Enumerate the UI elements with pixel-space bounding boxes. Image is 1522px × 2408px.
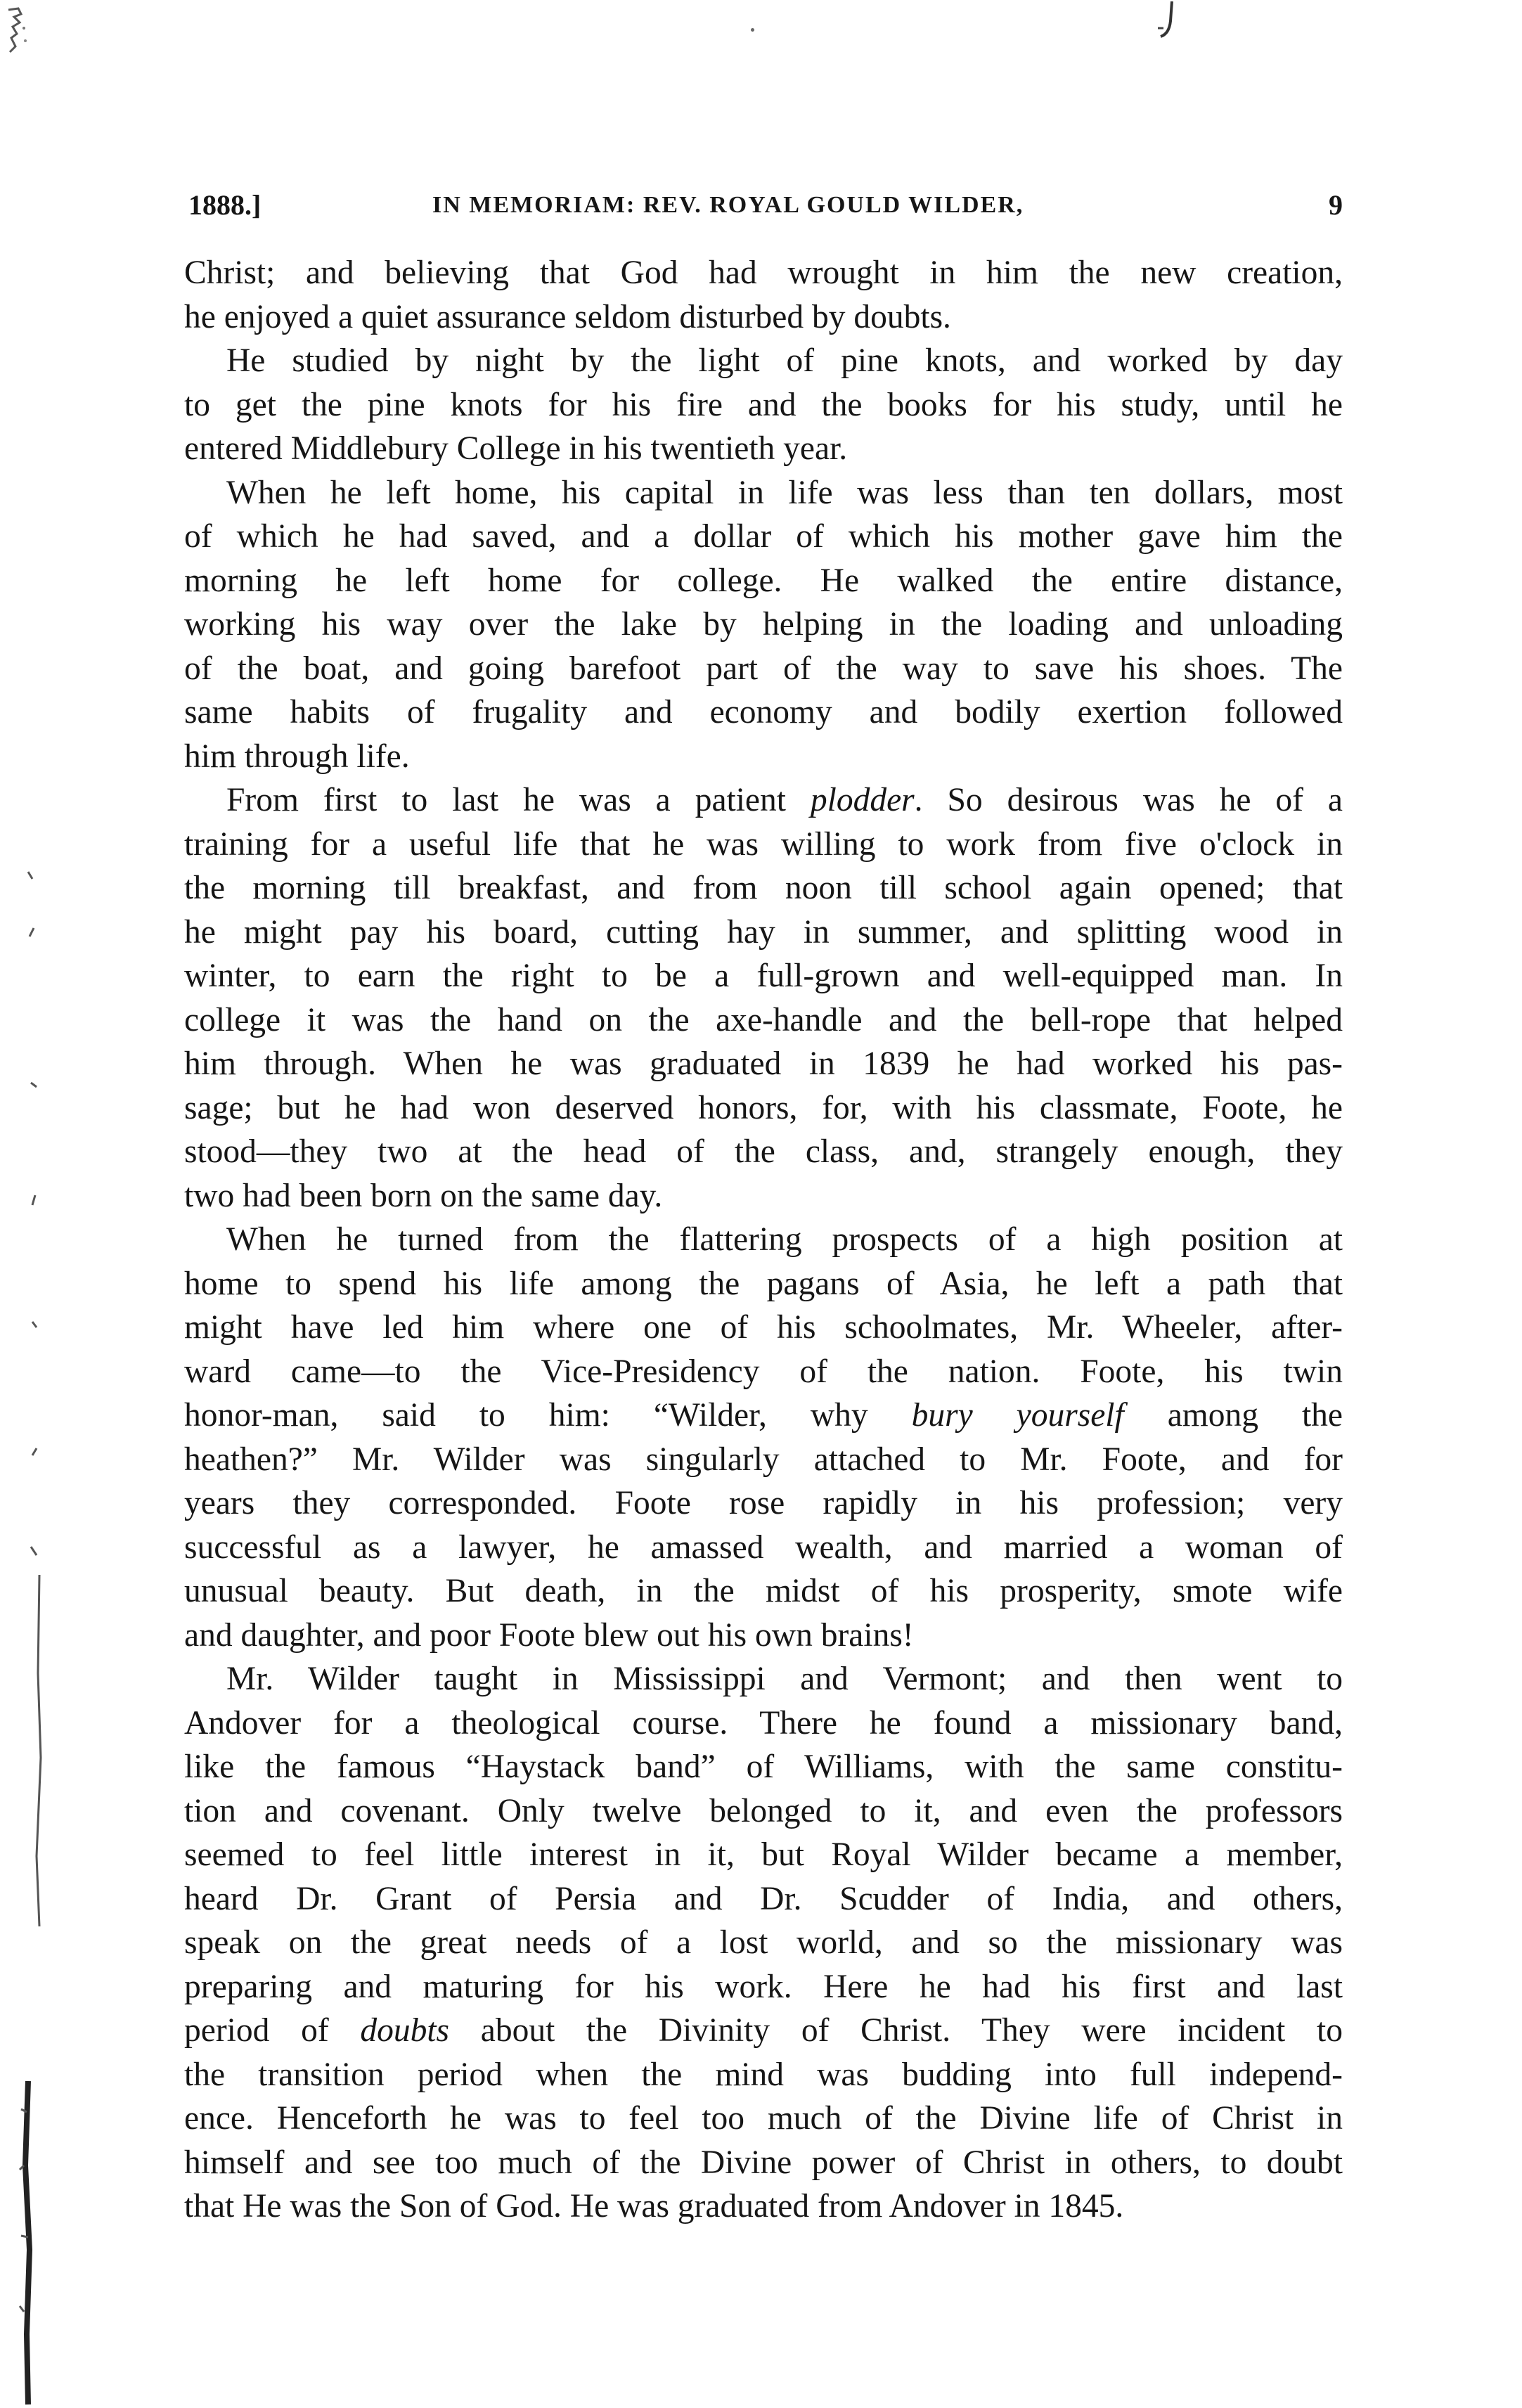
text-line: might have led him where one of his schoolmates, Mr. Wheeler, after- xyxy=(184,1309,1343,1346)
scan-smudge-icon xyxy=(6,7,32,56)
text-line: he enjoyed a quiet assurance seldom disturbed by doubts. xyxy=(184,298,951,335)
text-line: the transition period when the mind was budding into full independ- xyxy=(184,2056,1343,2093)
text-line: period of doubts about the Divinity of Christ. They were incident to xyxy=(184,2012,1343,2049)
paragraph xyxy=(184,778,1343,1218)
paragraph xyxy=(184,339,1343,471)
text-line: of the boat, and going barefoot part of the way to save his shoes. The xyxy=(184,650,1343,687)
text-line: him through life. xyxy=(184,738,410,775)
text-line: same habits of frugality and economy and bodily exertion followed xyxy=(184,694,1343,730)
text-line: training for a useful life that he was willing to work from five o'clock in xyxy=(184,825,1343,863)
text-line: home to spend his life among the pagans of Asia, he left a path that xyxy=(184,1265,1343,1302)
text-line: stood—they two at the head of the class, and, strangely enough, they xyxy=(184,1133,1343,1170)
text-line: Mr. Wilder taught in Mississippi and Vermont; and then went to xyxy=(226,1661,1343,1697)
text-line: When he left home, his capital in life was less than ten dollars, most xyxy=(226,474,1343,511)
scan-speck xyxy=(751,28,754,32)
paragraph xyxy=(184,1657,1343,2229)
header-title: IN MEMORIAM: REV. ROYAL GOULD WILDER, xyxy=(432,192,1024,218)
text-line: ward came—to the Vice-Presidency of the nation. Foote, his twin xyxy=(184,1353,1343,1390)
text-line: unusual beauty. But death, in the midst of his prosperity, smote wife xyxy=(184,1573,1343,1609)
text-line: that He was the Son of God. He was graduated from Andover in 1845. xyxy=(184,2188,1124,2224)
text-line: He studied by night by the light of pine knots, and worked by day xyxy=(226,342,1343,379)
text-line: Christ; and believing that God had wrought in him the new creation, xyxy=(184,255,1343,291)
text-line: When he turned from the flattering prospects of a high position at xyxy=(226,1221,1343,1258)
text-line: ence. Henceforth he was to feel too much of the Divine life of Christ in xyxy=(184,2100,1343,2137)
text-line: himself and see too much of the Divine power of Christ in others, to doubt xyxy=(184,2144,1343,2181)
text-line: preparing and maturing for his work. Here he had his first and last xyxy=(184,1968,1343,2005)
text-line: speak on the great needs of a lost world, and so the missionary was xyxy=(184,1924,1343,1961)
text-line: years they corresponded. Foote rose rapidly in his profession; very xyxy=(184,1485,1343,1521)
paragraph xyxy=(184,1218,1343,1657)
text-line: heard Dr. Grant of Persia and Dr. Scudder of India, and others, xyxy=(184,1880,1343,1917)
text-line: working his way over the lake by helping in the loading and unloading xyxy=(184,606,1343,643)
text-line: sage; but he had won deserved honors, for, with his classmate, Foote, he xyxy=(184,1089,1343,1126)
text-line: successful as a lawyer, he amassed wealth, and married a woman of xyxy=(184,1528,1343,1566)
scan-mark-icon xyxy=(1156,0,1178,39)
paragraph xyxy=(184,471,1343,779)
text-line: From first to last he was a patient plodder. So desirous was he of a xyxy=(226,782,1343,818)
text-line: two had been born on the same day. xyxy=(184,1177,663,1214)
text-line: tion and covenant. Only twelve belonged to it, and even the professors xyxy=(184,1792,1343,1829)
text-line: college it was the hand on the axe-handle and the bell-rope that helped xyxy=(184,1001,1343,1038)
text-line: him through. When he was graduated in 1839 he had worked his pas- xyxy=(184,1045,1343,1082)
running-head xyxy=(183,184,1371,226)
text-line: to get the pine knots for his fire and the books for his study, until he xyxy=(184,386,1343,423)
text-line: morning he left home for college. He walked the entire distance, xyxy=(184,562,1343,599)
text-line: he might pay his board, cutting hay in summer, and splitting wood in xyxy=(184,913,1343,951)
text-line: Andover for a theological course. There he found a missionary band, xyxy=(184,1704,1343,1741)
text-line: seemed to feel little interest in it, but Royal Wilder became a member, xyxy=(184,1836,1343,1873)
body-text xyxy=(184,251,1343,2229)
text-line: honor-man, said to him: “Wilder, why bury yourself among the xyxy=(184,1397,1343,1434)
text-line: like the famous “Haystack band” of Williams, with the same constitu- xyxy=(184,1749,1343,1785)
text-line: winter, to earn the right to be a full-grown and well-equipped man. In xyxy=(184,958,1343,994)
text-line: entered Middlebury College in his twentieth year. xyxy=(184,430,848,467)
header-year: 1888.] xyxy=(188,189,262,221)
text-line: and daughter, and poor Foote blew out his own brains! xyxy=(184,1616,914,1654)
binding-edge-noise-icon xyxy=(0,830,49,2408)
paragraph xyxy=(184,251,1343,339)
text-line: of which he had saved, and a dollar of which his mother gave him the xyxy=(184,518,1343,555)
text-line: the morning till breakfast, and from noon till school again opened; that xyxy=(184,870,1343,906)
page-number: 9 xyxy=(1329,189,1343,221)
text-line: heathen?” Mr. Wilder was singularly attached to Mr. Foote, and for xyxy=(184,1441,1343,1478)
